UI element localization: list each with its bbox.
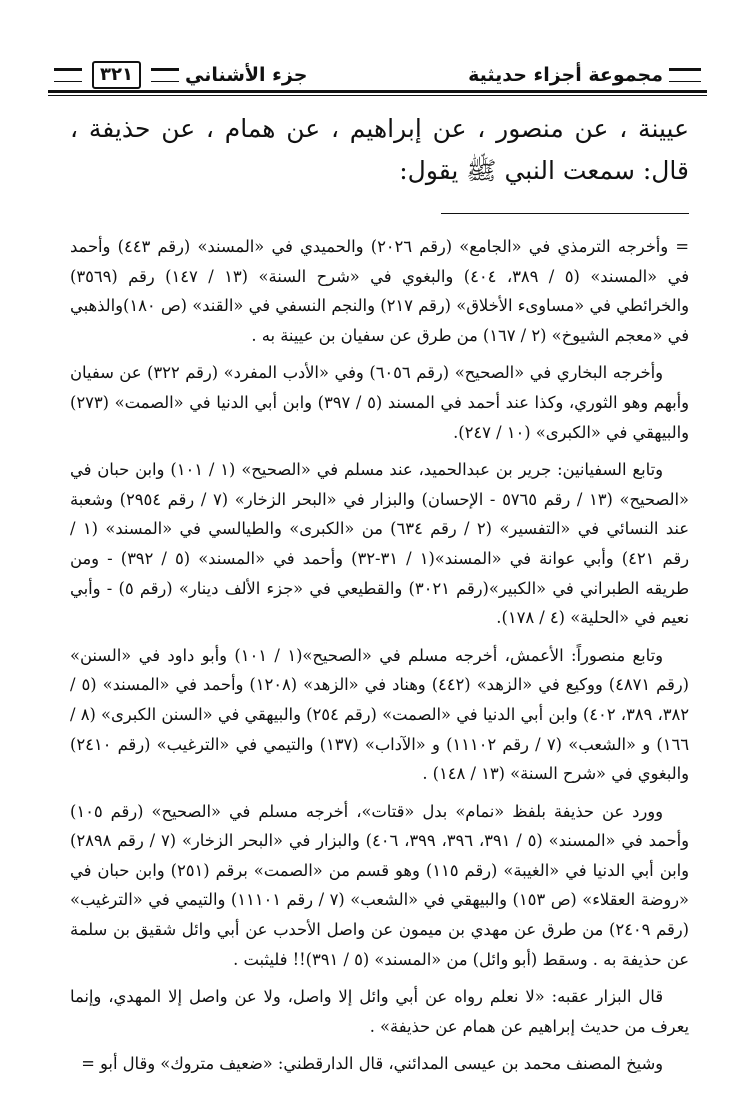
header-rule (48, 90, 707, 96)
footnote-paragraph: وشيخ المصنف محمد بن عيسى المدائني، قال الدارقطني: «ضعيف متروك» وقال أبو = (81, 1054, 663, 1074)
header-ornament-left (54, 68, 82, 82)
header-right (468, 64, 707, 86)
part-title: جزء الأشناني (184, 64, 308, 86)
footnote-paragraph: = وأخرجه الترمذي في «الجامع» (رقم ٢٠٢٦) والحميدي في «المسند» (رقم ٤٤٣) وأحمد في «المسند» (٥ / ٣٨٩، ٤٠٤) والبغوي في «شرح السنة» (١٣ / ١٤٧) رقم (٣٥٦٩) والخرائطي في «مساوىء الأخلاق» (رقم ٢١٧) والنجم النسفي في «القند» (ص ١٨٠)والذهبي في «معجم الشيوخ» (٢ / ١٦٧) من طرق عن سفيان بن عيينة به . (70, 237, 689, 345)
book-title: مجموعة أجزاء حديثية (468, 64, 663, 86)
footnote-paragraph: قال البزار عقبه: «لا نعلم رواه عن أبي وائل إلا واصل، ولا عن واصل إلا المهدي، وإنما يعرف من حديث إبراهيم عن همام عن حذيفة» . (70, 987, 689, 1036)
footnote-separator (441, 213, 689, 214)
page-number: ٣٢١ (92, 61, 141, 89)
footnote-paragraph: وتابع منصوراً: الأعمش، أخرجه مسلم في «الصحيح»(١ / ١٠١) وأبو داود في «السنن» (رقم ٤٨٧١) ووكيع في «الزهد» (٤٤٢) وهناد في «الزهد» (١٢٠٨) وأحمد في «المسند» (٥ / ٣٨٢، ٣٨٩، ٤٠٢) وابن أبي الدنيا في «الصمت» (رقم ٢٥٤) والبيهقي في «السنن الكبرى» (٨ / ١٦٦) و «الشعب» (٧ / رقم ١١١٠٢) و «الآداب» (١٣٧) والتيمي في «الترغيب» (رقم ٢٤١٠) والبغوي في «شرح السنة» (١٣ / ١٤٨) . (70, 645, 689, 784)
main-paragraph: عيينة ، عن منصور ، عن إبراهيم ، عن همام ، عن حذيفة ، قال: سمعت النبي ﷺ يقول: (70, 114, 689, 185)
header-ornament-mid (151, 68, 179, 82)
footnote-paragraph: وأخرجه البخاري في «الصحيح» (رقم ٦٠٥٦) وفي «الأدب المفرد» (رقم ٣٢٢) عن سفيان وأبهم وهو الثوري، وكذا عند أحمد في المسند (٥ / ٣٩٧) وابن أبي الدنيا في «الصمت» (٢٧٣) والبيهقي في «الكبرى» (١٠ / ٢٤٧). (70, 363, 689, 442)
footnote-paragraph: وورد عن حذيفة بلفظ «نمام» بدل «قتات»، أخرجه مسلم في «الصحيح» (رقم ١٠٥) وأحمد في «المسند» (٥ / ٣٩١، ٣٩٦، ٣٩٩، ٤٠٦) والبزار في «البحر الزخار» (٧ / رقم ٢٨٩٨) وابن أبي الدنيا في «الغيبة» (رقم ١١٥) وهو قسم من «الصمت» برقم (٢٥١) وابن حبان في «روضة العقلاء» (ص ١٥٣) والبيهقي في «الشعب» (٧ / رقم ١١١٠١) والتيمي في «الترغيب» (رقم ٢٤٠٩) من طرق عن مهدي بن ميمون عن واصل الأحدب عن أبي وائل شقيق بن سلمة عن حذيفة به . وسقط (أبو وائل) من «المسند» (٥ / ٣٩١)!! فليثبت . (70, 801, 690, 969)
main-text (70, 108, 689, 192)
footnote-paragraph: وتابع السفيانين: جرير بن عبدالحميد، عند مسلم في «الصحيح» (١ / ١٠١) وابن حبان في «الصحيح» (١٣ / رقم ٥٧٦٥ - الإحسان) والبزار في «البحر الزخار» (٧ / رقم ٢٩٥٤) وشعبة عند النسائي في «التفسير» (٢ / رقم ٦٣٤) من «الكبرى» والطيالسي في «المسند» (١ / رقم ٤٢١) وأبي عوانة في «المسند»(١ / ٣١-٣٢) وأحمد في «المسند» (٥ / ٣٩٢) - ومن طريقه الطبراني في «الكبير»(رقم ٣٠٢١) والقطيعي في «جزء الألف دينار» (رقم ٥) - وأبي نعيم في «الحلية» (٤ / ١٧٨). (70, 460, 690, 628)
footnotes (70, 232, 689, 1087)
header-left (48, 61, 307, 89)
header-ornament-right (669, 68, 701, 82)
